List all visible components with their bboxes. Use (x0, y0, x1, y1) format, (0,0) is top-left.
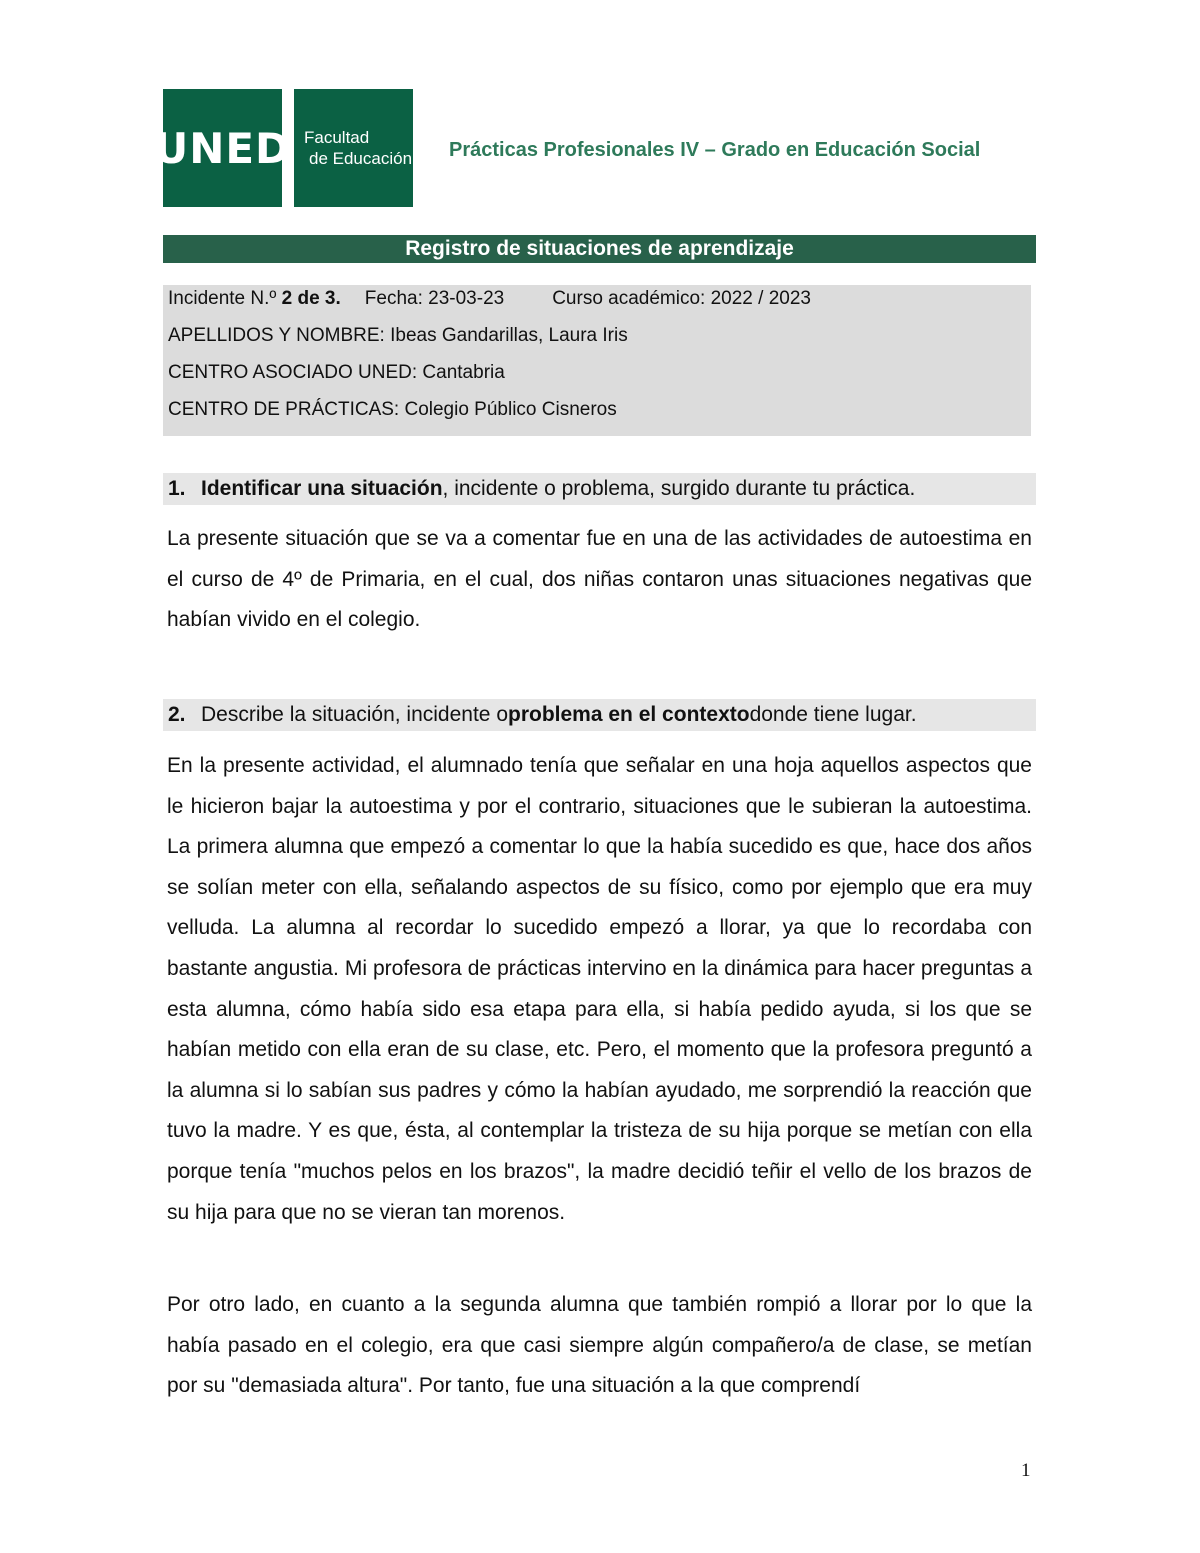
page-number: 1 (1021, 1460, 1031, 1481)
faculty-line-2: de Educación (309, 149, 413, 168)
faculty-logo-block (294, 89, 413, 207)
section-1-paragraph: La presente situación que se va a comentar fue en una de las actividades de autoestima en el curso de 4º de Primaria, en el cual, dos niñas contaron unas situaciones negativas que habían vivido en el colegio. (167, 527, 1032, 632)
incident-label: Incidente N.º (168, 288, 282, 309)
section-1-bold: Identificar una situación (201, 477, 443, 500)
section-1-rest: , incidente o problema, surgido durante tu práctica. (442, 477, 916, 500)
section-2-pre: Describe la situación, incidente o (201, 703, 509, 726)
uned-logo-text: UNED (154, 123, 291, 173)
date-field: Fecha: 23-03-23 (364, 288, 505, 309)
section-2-paragraph-1: En la presente actividad, el alumnado tenía que señalar en una hoja aquellos aspectos que le hicieron bajar la autoestima y por el contrario, situaciones que le subieran la autoestima. La primera alumna que empezó a comentar lo que la había sucedido es que, hace dos años se solían meter con ella, señalando aspectos de su físico, como por ejemplo que era muy velluda. La alumna al recordar lo sucedido empezó a llorar, ya que lo recordaba con bastante angustia. Mi profesora de prácticas intervino en la dinámica para hacer preguntas a esta alumna, cómo había sido esa etapa para ella, si había pedido ayuda, si los que se habían metido con ella eran de su clase, etc. Pero, el momento que la profesora preguntó a la alumna si lo sabían sus padres y cómo la habían ayudado, me sorprendió la reacción que tuvo la madre. Y es que, ésta, al contemplar la tristeza de su hija porque se metían con ella porque tenía "muchos pelos en los brazos", la madre decidió teñir el vello de los brazos de su hija para que no se vieran tan morenos. (167, 754, 1032, 1224)
register-title-bar (163, 235, 1036, 263)
uned-logo-mark (154, 89, 291, 207)
student-info-box (163, 285, 1031, 436)
section-1-heading (163, 473, 1036, 505)
faculty-line-1: Facultad (304, 128, 370, 147)
incident-info-line (168, 288, 811, 310)
document-header-title: Prácticas Profesionales IV – Grado en Educación Social (449, 139, 981, 161)
associated-center-line: CENTRO ASOCIADO UNED: Cantabria (168, 362, 505, 383)
section-2-paragraph-2: Por otro lado, en cuanto a la segunda alumna que también rompió a llorar por lo que la había pasado en el colegio, era que casi siempre algún compañero/a de clase, se metían por su "demasiada altura". Por tanto, fue una situación a la que comprendí (167, 1293, 1032, 1398)
section-1-number: 1. (168, 477, 186, 500)
incident-value: 2 de 3. (281, 288, 341, 309)
section-2-heading (163, 699, 1036, 731)
section-2-bold: problema en el contexto (508, 703, 750, 726)
student-name-line: APELLIDOS Y NOMBRE: Ibeas Gandarillas, Laura Iris (168, 325, 628, 346)
register-title: Registro de situaciones de aprendizaje (405, 237, 794, 260)
section-2-post: donde tiene lugar. (749, 703, 917, 726)
course-field: Curso académico: 2022 / 2023 (552, 288, 811, 309)
section-2-number: 2. (168, 703, 186, 726)
uned-logo (154, 89, 413, 207)
practice-center-line: CENTRO DE PRÁCTICAS: Colegio Público Cisneros (168, 399, 617, 420)
